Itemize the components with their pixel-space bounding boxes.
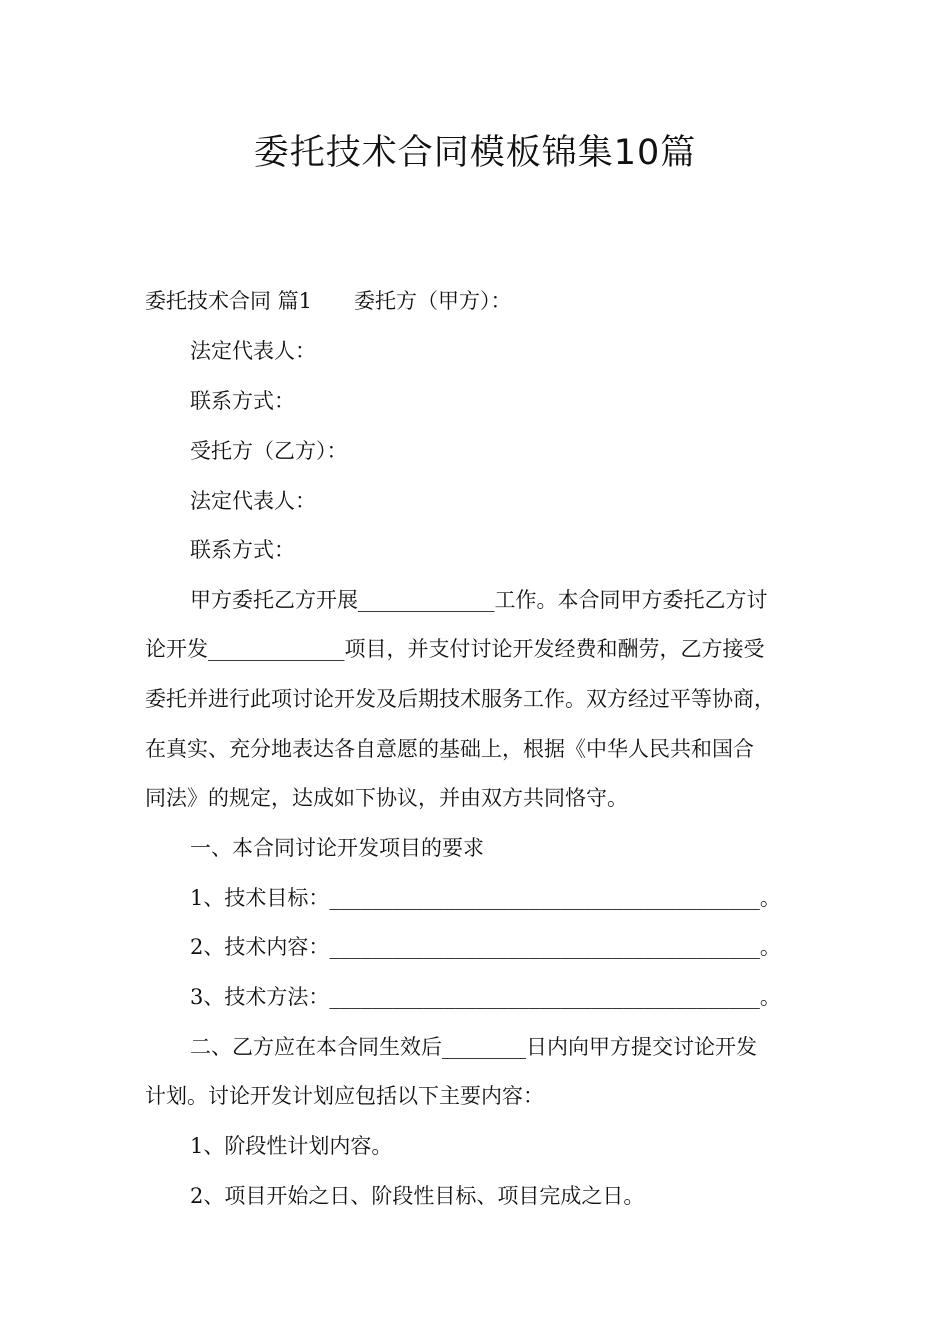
contact-line: 联系方式：: [190, 389, 295, 413]
legal-rep-line: 法定代表人：: [190, 339, 316, 363]
section-heading: 一、本合同讨论开发项目的要求: [190, 836, 484, 860]
paragraph-line: 委托并进行此项讨论开发及后期技术服务工作。双方经过平等协商，: [145, 687, 775, 711]
list-item: 3、技术方法：_________________________________________。: [190, 985, 781, 1009]
section-heading: 委托技术合同 篇1: [145, 289, 313, 313]
list-item: 1、阶段性计划内容。: [190, 1134, 393, 1158]
list-item: 1、技术目标：_________________________________________。: [190, 886, 781, 910]
list-item: 2、技术内容：_________________________________________。: [190, 935, 781, 959]
document-title: 委托技术合同模板锦集10篇: [253, 133, 697, 173]
paragraph-line: 在真实、充分地表达各自意愿的基础上，根据《中华人民共和国合: [145, 737, 754, 761]
paragraph-line: 计划。讨论开发计划应包括以下主要内容：: [145, 1084, 544, 1108]
paragraph-line: 论开发_____________项目，并支付讨论开发经费和酬劳，乙方接受: [145, 637, 765, 661]
legal-rep-line: 法定代表人：: [190, 489, 316, 513]
paragraph-line: 甲方委托乙方开展_____________工作。本合同甲方委托乙方讨: [190, 588, 768, 612]
contact-line: 联系方式：: [190, 538, 295, 562]
list-item: 2、项目开始之日、阶段性目标、项目完成之日。: [190, 1184, 645, 1208]
paragraph-line: 同法》的规定，达成如下协议，并由双方共同恪守。: [145, 786, 628, 810]
paragraph-line: [145, 286, 835, 316]
client-party-label: 委托方（甲方）：: [354, 289, 512, 313]
trustee-party-line: 受托方（乙方）：: [190, 439, 348, 463]
section-heading: 二、乙方应在本合同生效后________日内向甲方提交讨论开发: [190, 1035, 757, 1059]
